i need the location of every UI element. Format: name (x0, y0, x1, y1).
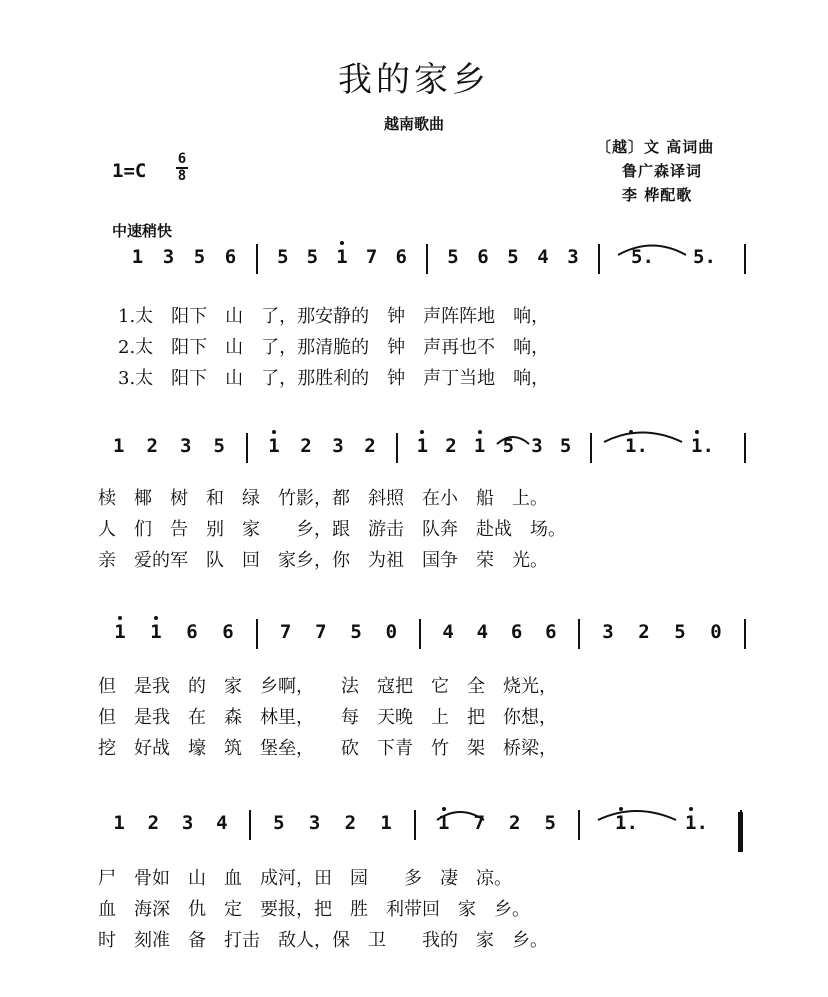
note: 1 (113, 812, 125, 834)
note: 2 (638, 621, 650, 643)
credit-translator: 鲁广森译词 (622, 162, 703, 180)
note: 3 (162, 246, 175, 268)
note: 3 (332, 435, 344, 457)
note: 5 (213, 435, 225, 457)
lyric-line: 时 刻准 备 打击 敌人，保 卫 我的 家 乡。 (98, 930, 548, 951)
note: 1. (615, 812, 638, 834)
note: 6 (186, 621, 198, 643)
note: 3 (181, 812, 194, 834)
note: 5 (277, 246, 289, 268)
note: 2 (300, 435, 312, 457)
time-signature-top: 6 (177, 151, 187, 167)
note: 7 (279, 621, 292, 643)
note: 6 (222, 621, 234, 643)
tempo-marking: 中速稍快 (112, 222, 173, 240)
note: 4 (442, 621, 454, 643)
note: 5. (693, 246, 716, 268)
note: 2 (445, 435, 457, 457)
note: 6 (545, 621, 557, 643)
song-title: 我的家乡 (338, 60, 490, 100)
note: 2 (344, 812, 357, 834)
note: 6 (224, 246, 237, 268)
lyric-line: 挖 好战 壕 筑 堡垒， 砍 下青 竹 架 桥梁， (98, 738, 557, 759)
note: 1 (150, 621, 162, 643)
note: 5 (306, 246, 319, 268)
note: 3 (531, 435, 543, 457)
note: 7 (365, 246, 378, 268)
note: 2 (147, 812, 160, 834)
note: 5 (193, 246, 206, 268)
slur (437, 812, 484, 820)
slur (598, 811, 676, 820)
lyric-line: 2.太 阳下 山 了，那清脆的 钟 声再也不 响， (118, 337, 550, 358)
note: 4 (216, 812, 228, 834)
lyric-line: 尸 骨如 山 血 成河，田 园 多 凄 凉。 (98, 868, 512, 889)
note: 1 (380, 812, 392, 834)
note: 3 (567, 246, 579, 268)
note: 5 (447, 246, 459, 268)
note: 2 (364, 435, 376, 457)
lyric-line: 但 是我 在 森 林里， 每 天晚 上 把 你想， (98, 707, 557, 728)
lyric-line: 1.太 阳下 山 了，那安静的 钟 声阵阵地 响， (118, 306, 550, 327)
note: 4 (476, 621, 489, 643)
note: 2 (509, 812, 521, 834)
slur (618, 246, 686, 256)
note: 1 (131, 246, 144, 268)
note: 5 (559, 435, 572, 457)
credit-arranger: 李 桦配歌 (622, 186, 693, 204)
note: 1. (625, 435, 648, 457)
song-subtitle: 越南歌曲 (383, 115, 444, 133)
credit-composer: 〔越〕文 高词曲 (596, 138, 715, 156)
note: 3 (602, 621, 614, 643)
note: 6 (510, 621, 523, 643)
note: 2 (146, 435, 158, 457)
note: 7 (473, 812, 485, 834)
note: 0 (385, 621, 398, 643)
note: 5 (273, 812, 285, 834)
note: 1 (113, 435, 125, 457)
note: 5 (350, 621, 362, 643)
slur (604, 433, 682, 443)
lyric-line: 血 海深 仇 定 要报，把 胜 利带回 家 乡。 (98, 899, 530, 920)
note: 5. (631, 246, 654, 268)
time-signature-bottom: 8 (177, 168, 187, 184)
note: 4 (537, 246, 549, 268)
note: 3 (308, 812, 321, 834)
note: 6 (395, 246, 407, 268)
note: 1. (685, 812, 708, 834)
note: 1 (473, 435, 486, 457)
lyric-line: 人 们 告 别 家 乡，跟 游击 队奔 赴战 场。 (98, 519, 566, 540)
note: 7 (315, 621, 327, 643)
note: 1 (114, 621, 126, 643)
slur (497, 437, 529, 444)
note: 1 (268, 435, 280, 457)
lyric-line: 但 是我 的 家 乡啊， 法 寇把 它 全 烧光， (98, 676, 557, 697)
note: 5 (507, 246, 519, 268)
lyric-line: 椟 椰 树 和 绿 竹影，都 斜照 在小 船 上。 (98, 488, 548, 509)
lyric-line: 3.太 阳下 山 了，那胜利的 钟 声丁当地 响， (118, 368, 550, 389)
note: 1 (416, 435, 429, 457)
note: 1 (438, 812, 450, 834)
lyric-line: 亲 爱的军 队 回 家乡，你 为祖 国争 荣 光。 (98, 550, 548, 571)
note: 1. (691, 435, 714, 457)
note: 0 (710, 621, 722, 643)
note: 1 (336, 246, 348, 268)
key-signature: 1=C (112, 160, 147, 182)
note: 5 (544, 812, 556, 834)
note: 5 (502, 435, 515, 457)
note: 3 (180, 435, 192, 457)
note: 6 (477, 246, 489, 268)
note: 5 (674, 621, 686, 643)
